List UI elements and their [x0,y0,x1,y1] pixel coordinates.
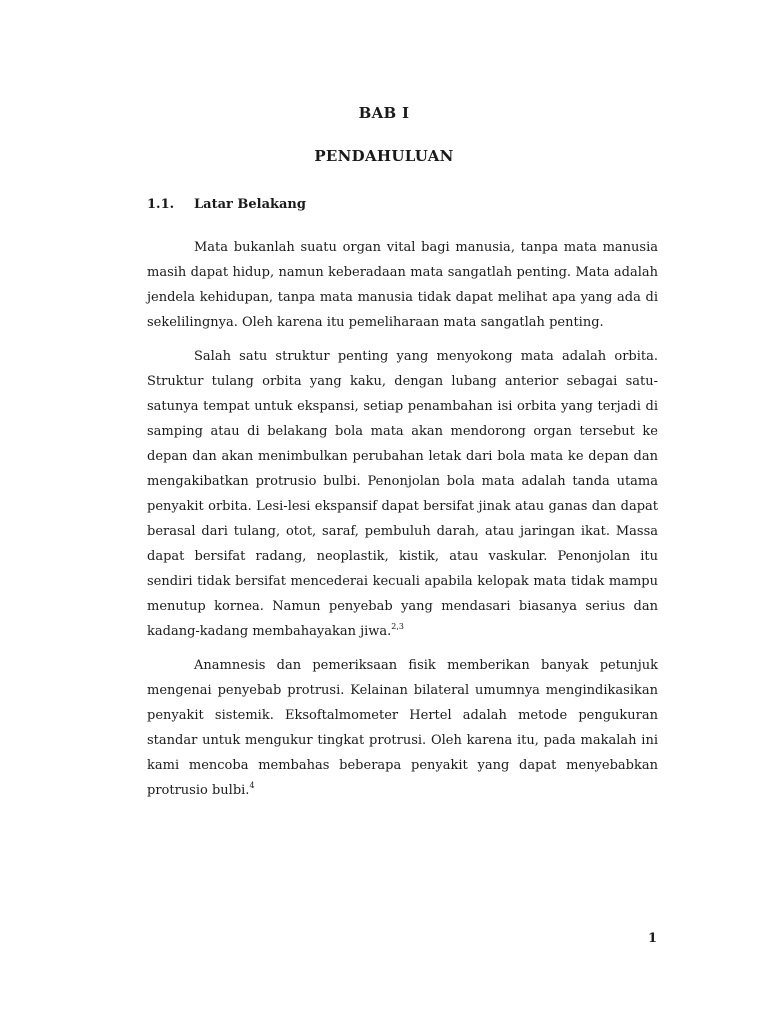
section-number: 1.1. [147,197,175,212]
chapter-title: PENDAHULUAN [314,147,454,165]
page-number: 1 [648,931,658,946]
paragraph [147,344,658,644]
paragraph [147,653,658,803]
section-heading [147,197,306,212]
paragraph-text: Anamnesis dan pemeriksaan fisik memberikan banyak petunjuk mengenai penyebab protrusi. Kelainan bilateral umumnya mengindikasikan penyakit sistemik. Eksoftalmometer Hertel adalah metode pengukuran standar untuk mengukur tingkat protrusi. Oleh karena itu, pada makalah ini kami mencoba membahas beberapa penyakit yang dapat menyebabkan protrusio bulbi. [147,658,658,798]
paragraph-text: Salah satu struktur penting yang menyokong mata adalah orbita. Struktur tulang orbita yang kaku, dengan lubang anterior sebagai satu-satunya tempat untuk ekspansi, setiap penambahan isi orbita yang terjadi di samping atau di belakang bola mata akan mendorong organ tersebut ke depan dan akan menimbulkan perubahan letak dari bola mata ke depan dan mengakibatkan protrusio bulbi. Penonjolan bola mata adalah tanda utama penyakit orbita. Lesi-lesi ekspansif dapat bersifat jinak atau ganas dan dapat berasal dari tulang, otot, saraf, pembuluh darah, atau jaringan ikat. Massa dapat bersifat radang, neoplastik, kistik, atau vaskular. Penonjolan itu sendiri tidak bersifat mencederai kecuali apabila kelopak mata tidak mampu menutup kornea. Namun penyebab yang mendasari biasanya serius dan kadang-kadang membahayakan jiwa. [147,349,658,639]
paragraph [147,235,658,335]
section-title: Latar Belakang [194,197,306,212]
body-text [147,235,658,812]
chapter-heading: BAB I [358,104,410,122]
citation: 2,3 [391,622,405,631]
paragraph-text: Mata bukanlah suatu organ vital bagi manusia, tanpa mata manusia masih dapat hidup, namun keberadaan mata sangatlah penting. Mata adalah jendela kehidupan, tanpa mata manusia tidak dapat melihat apa yang ada di sekelilingnya. Oleh karena itu pemeliharaan mata sangatlah penting. [147,240,658,330]
citation: 4 [249,781,255,790]
